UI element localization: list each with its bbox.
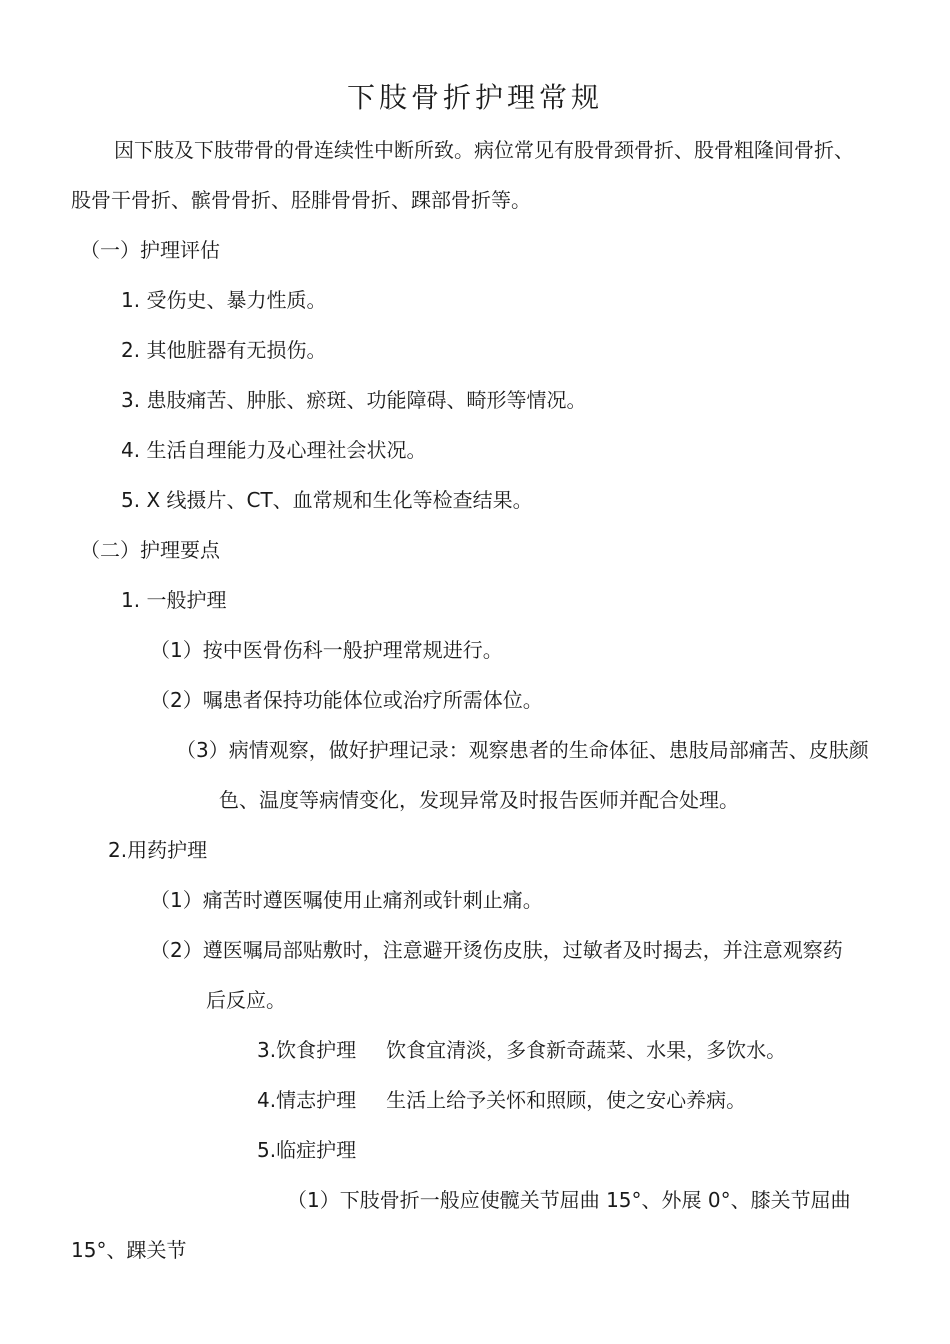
intro-line-2: 股骨干骨折、髌骨骨折、胫腓骨骨折、踝部骨折等。: [71, 188, 531, 212]
document-title: 下肢骨折护理常规: [346, 81, 603, 114]
diet-care-row: [257, 1038, 786, 1062]
assessment-item-2: 2. 其他脏器有无损伤。: [121, 338, 327, 362]
diet-care-text: 饮食宜清淡，多食新奇蔬菜、水果，多饮水。: [386, 1038, 787, 1062]
assessment-item-4: 4. 生活自理能力及心理社会状况。: [121, 438, 427, 462]
emotion-care-text: 生活上给予关怀和照顾，使之安心养病。: [386, 1088, 747, 1112]
symptom-care-item-1-line-2: 15°、踝关节: [71, 1238, 187, 1262]
general-care-item-2: （2）嘱患者保持功能体位或治疗所需体位。: [150, 688, 543, 712]
symptom-care-heading: 5.临症护理: [257, 1138, 357, 1162]
general-care-item-3-line-2: 色、温度等病情变化，发现异常及时报告医师并配合处理。: [219, 788, 739, 812]
general-care-heading: 1. 一般护理: [121, 588, 227, 612]
section-heading-key-points: （二）护理要点: [80, 538, 220, 562]
general-care-item-3-line-1: （3）病情观察，做好护理记录：观察患者的生命体征、患肢局部痛苦、皮肤颜: [176, 738, 869, 762]
assessment-item-3: 3. 患肢痛苦、肿胀、瘀斑、功能障碍、畸形等情况。: [121, 388, 587, 412]
assessment-item-1: 1. 受伤史、暴力性质。: [121, 288, 327, 312]
emotion-care-row: [257, 1088, 746, 1112]
medication-care-item-1: （1）痛苦时遵医嘱使用止痛剂或针刺止痛。: [150, 888, 543, 912]
symptom-care-item-1-line-1: （1）下肢骨折一般应使髋关节屈曲 15°、外展 0°、膝关节屈曲: [287, 1188, 851, 1212]
medication-care-item-2-line-2: 后反应。: [206, 988, 286, 1012]
assessment-item-5: 5. X 线摄片、CT、血常规和生化等检查结果。: [121, 488, 533, 512]
medication-care-item-2-line-1: （2）遵医嘱局部贴敷时，注意避开烫伤皮肤，过敏者及时揭去，并注意观察药: [150, 938, 843, 962]
general-care-item-1: （1）按中医骨伤科一般护理常规进行。: [150, 638, 503, 662]
section-heading-assessment: （一）护理评估: [80, 238, 220, 262]
diet-care-heading: 3.饮食护理: [257, 1038, 357, 1062]
medication-care-heading: 2.用药护理: [108, 838, 208, 862]
intro-line-1: 因下肢及下肢带骨的骨连续性中断所致。病位常见有股骨颈骨折、股骨粗隆间骨折、: [114, 138, 854, 162]
emotion-care-heading: 4.情志护理: [257, 1088, 357, 1112]
